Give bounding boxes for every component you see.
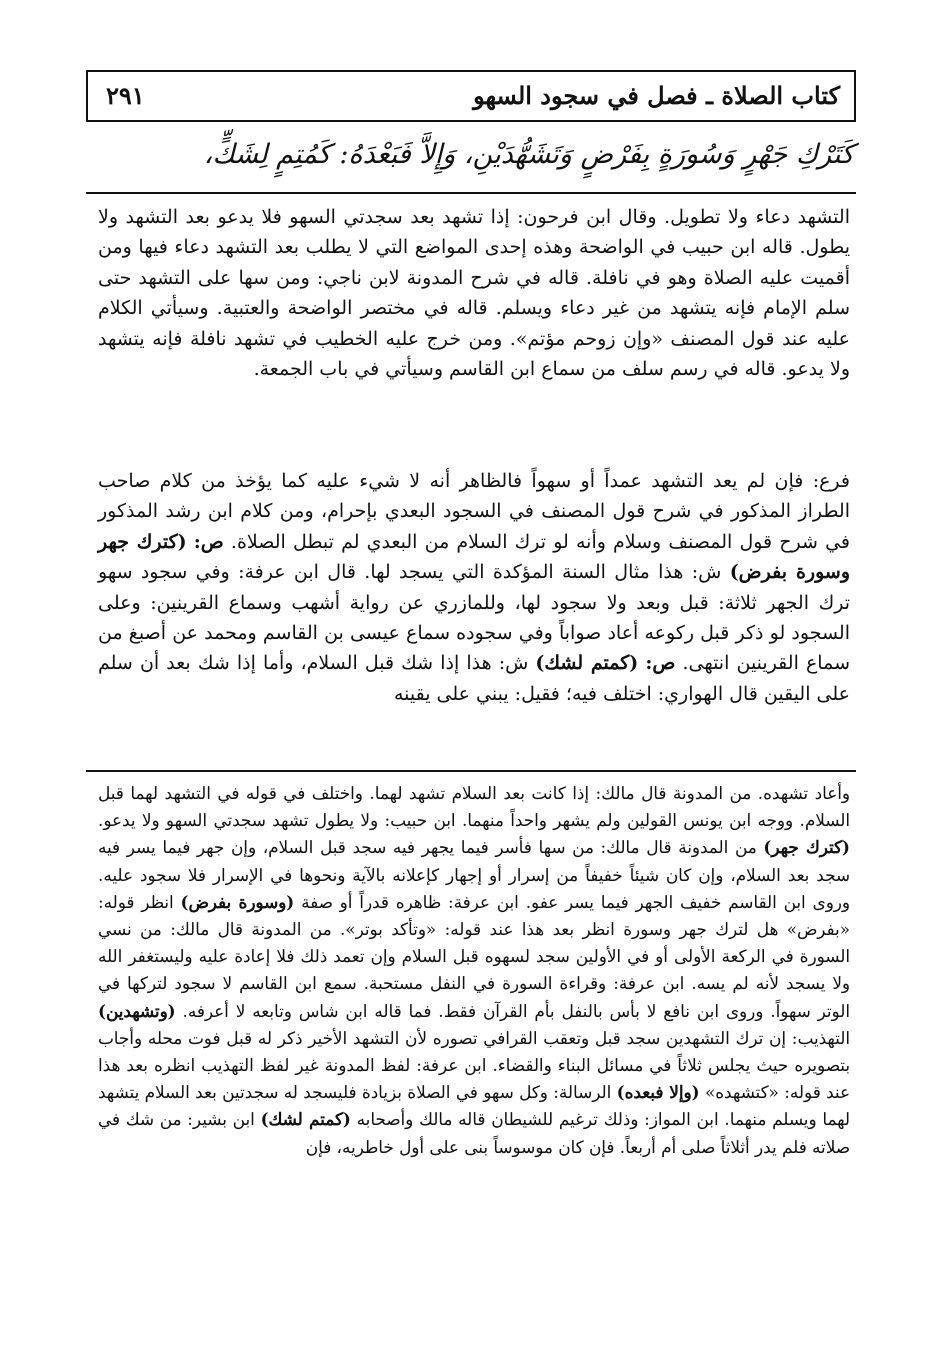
commentary-paragraph — [98, 466, 850, 709]
chapter-title: كتاب الصلاة ـ فصل في سجود السهو — [473, 81, 840, 110]
matn-quote: (وتشهدين) — [98, 1000, 176, 1021]
matn-quote: (وإلا فبعده) — [616, 1082, 700, 1103]
matn-quote: (وسورة بفرض) — [180, 891, 295, 912]
running-header — [86, 70, 856, 122]
paragraph-text: ش: هذا مثال السنة المؤكدة التي يسجد لها. قال ابن عرفة: وفي سجود سهو ترك الجهر ثلاثة: قبل وبعد ولا سجود لها، وللمازري عن رواية أشهب وسماع القرينين: وعلى السجود لو ذكر قبل ركوعه أعاد صواباً وفي سجوده سماع عيسى بن القاسم ومحمد عن أصبغ من سماع القرينين انتهى. — [98, 561, 850, 675]
footnote-text: من المدونة قال مالك: من سها فأسر فيما يجهر فيه سجد قبل السلام، وإن جهر فيما يسر فيه سجد بعد السلام، وإن كان شيئاً خفيفاً من إسرار أو إجهار كإعلانه بالآية ونحوها في الإسرار فلا سجود عليه. وروى ابن القاسم خفيف الجهر فيما يسر عفو. ابن عرفة: ظاهره قدراً أو صفة — [98, 837, 851, 912]
footnote-text: ابن بشير: من شك في صلاته فلم يدر أثلاثاً صلى أم أربعاً. فإن كان موسوساً بنى على أول خاطريه، فإن — [98, 1109, 850, 1157]
paragraph-text: ش: هذا إذا شك قبل السلام، وأما إذا شك بعد أن سلم على اليقين قال الهواري: اختلف فيه؛ فقيل: يبني على يقينه — [98, 652, 850, 705]
paragraph-text: فرع: فإن لم يعد التشهد عمداً أو سهواً فالظاهر أنه لا شيء عليه كما يؤخذ من كلام صاحب الطراز المذكور في شرح قول المصنف في السجود البعدي بإحرام، ومن كلام ابن رشد المذكور في شرح قول المصنف وسلام وأنه لو ترك السلام من البعدي لم تبطل الصلاة. — [98, 470, 851, 553]
matn-quote: (كترك جهر) — [763, 837, 851, 858]
page-number: ٢٩١ — [106, 81, 145, 110]
divider-bottom — [86, 770, 856, 772]
matn-quote: (كمتم لشك) — [260, 1109, 351, 1130]
footnote-text: التهذيب: إن ترك التشهدين سجد قبل وتعقب القرافي تصوره لأن التشهد الأخير ذكر له قبل فوت محله وأجاب بتصويره حيث يجلس ثلاثاً في مسائل البناء والقضاء. ابن عرفة: لفظ المدونة غير لفظ التهذيب انظره بعد هذا عند قوله: «كتشهده» — [98, 1027, 850, 1103]
commentary-section-1 — [98, 202, 850, 384]
commentary-section-2 — [98, 466, 850, 709]
commentary-paragraph: التشهد دعاء ولا تطويل. وقال ابن فرحون: إذا تشهد بعد سجدتي السهو فلا يدعو بعد التشهد ولا يطول. قاله ابن حبيب في الواضحة وهذه إحدى المواضع التي لا يطلب بعد التشهد دعاء فيها ومن أقميت عليه الصلاة وهو في نافلة. قاله في شرح المدونة لابن ناجي: ومن سها على التشهد حتى سلم الإمام فإنه يتشهد من غير دعاء ويسلم. قاله في مختصر الواضحة والعتبية. وسيأتي الكلام عليه عند قول المصنف «وإن زوحم مؤتم». ومن خرج عليه الخطيب في تشهد نافلة فإنه يتشهد ولا يدعو. قاله في رسم سلف من سماع ابن القاسم وسيأتي في باب الجمعة. — [98, 206, 850, 381]
matn-quote: (كترك جهر وسورة بفرض) — [98, 530, 850, 584]
matn-quote: (كمتم لشك) — [535, 652, 639, 675]
footnote-section — [98, 780, 850, 1161]
matn-text: كَتَرْكِ جَهْرٍ وَسُورَةٍ بِفَرْضٍ وَتَشَهُّدَيْنِ، وَإِلاَّ فَبَعْدَهُ: كَمُتِمٍ لِشَكٍّ، — [203, 139, 854, 170]
sad-marker: ص: — [645, 652, 676, 675]
footnote-text: الرسالة: وكل سهو في الصلاة بزيادة فليسجد له سجدتين بعد السلام يتشهد لهما ويسلم منهما. ابن المواز: وذلك ترغيم للشيطان قاله مالك وأصحابه — [98, 1082, 850, 1130]
sad-marker: ص: — [193, 530, 224, 553]
divider-top — [86, 192, 856, 194]
footnote-text: وأعاد تشهده. من المدونة قال مالك: إذا كانت بعد السلام تشهد لهما. واختلف في قوله في التشهد لهما قبل السلام. ووجه ابن يونس القولين ولم يشهر واحداً منهما. ابن حبيب: ولا يطول تشهد سجدتي السهو ولا يدعو. — [98, 783, 850, 831]
footnote-text: انظر قوله: «بفرض» هل لترك جهر وسورة انظر بعد هذا عند قوله: «وتأكد بوتر». من المدونة قال مالك: من نسي السورة في الركعة الأولى أو في الأولين سجد لسهوه قبل السلام وإن تعمد ذلك فلا إعادة عليه وليستغفر الله ولا يسجد لأنه لم يسه. ابن عرفة: وقراءة السورة في النفل مستحبة. سمع ابن القاسم لا سجود لتركها في الوتر سهواً. وروى ابن نافع لا بأس بالنفل بأم القرآن فقط. فما قاله ابن شاس وتابعه لا أعرفه. — [98, 891, 850, 1021]
footnote-paragraph — [98, 780, 850, 1161]
